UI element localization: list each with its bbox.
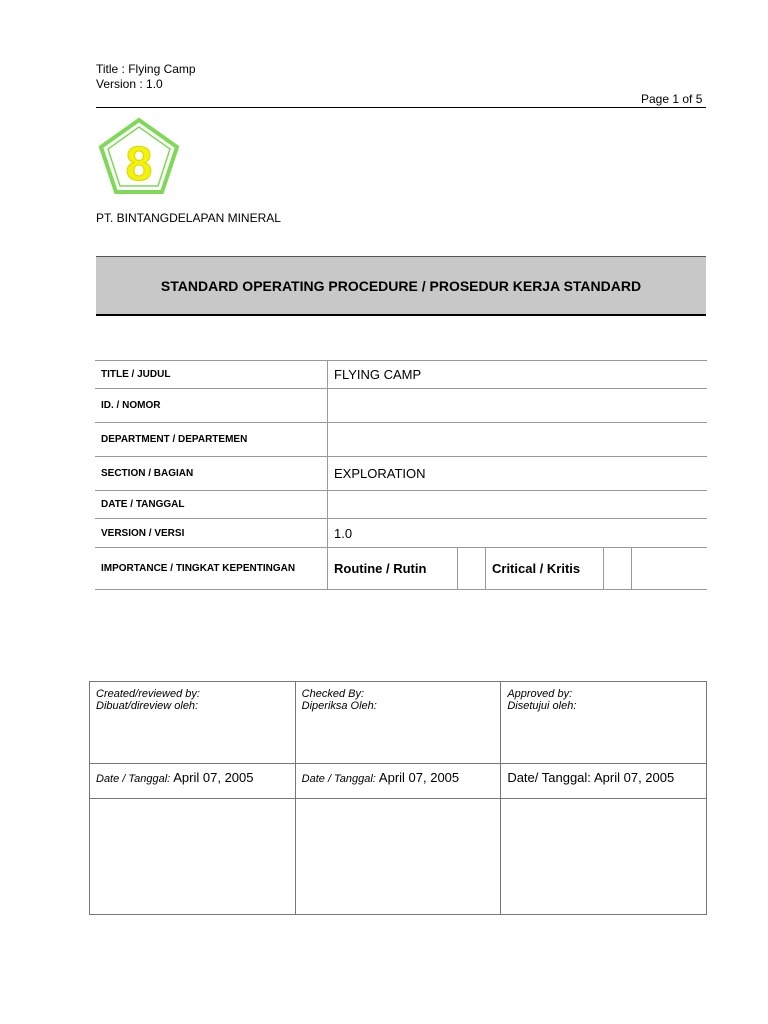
critical-option-label: Critical / Kritis [486, 548, 604, 590]
sop-banner-title: STANDARD OPERATING PROCEDURE / PROSEDUR KERJA STANDARD [160, 277, 642, 294]
checked-by-cell [295, 682, 501, 764]
approved-by-label: Approved by: [507, 688, 573, 700]
version-label: VERSION / VERSI [95, 519, 328, 548]
table-row [95, 389, 707, 423]
created-by-label: Created/reviewed by: [96, 688, 200, 700]
section-label: SECTION / BAGIAN [95, 457, 328, 491]
approved-by-label-id: Disetujui oleh: [507, 700, 577, 712]
created-by-cell [90, 682, 296, 764]
department-value [328, 423, 708, 457]
version-value: 1.0 [328, 519, 708, 548]
created-by-label-id: Dibuat/direview oleh: [96, 700, 199, 712]
checked-date-value: April 07, 2005 [378, 770, 460, 785]
critical-checkbox[interactable] [604, 548, 632, 590]
document-version-line: Version : 1.0 [96, 77, 163, 91]
sop-info-table [95, 360, 707, 590]
title-label: TITLE / JUDUL [95, 361, 328, 389]
signoff-table [89, 681, 707, 915]
checked-signature-cell [295, 799, 501, 915]
id-label: ID. / NOMOR [95, 389, 328, 423]
company-logo [98, 117, 180, 195]
approved-date-value: April 07, 2005 [593, 770, 675, 785]
section-value: EXPLORATION [328, 457, 708, 491]
checked-by-label-id: Diperiksa Oleh: [301, 700, 377, 712]
created-date-cell [90, 764, 296, 799]
company-name: PT. BINTANGDELAPAN MINERAL [96, 211, 281, 225]
table-row [95, 491, 707, 519]
checked-date-label: Date / Tanggal: [301, 773, 376, 785]
table-row [95, 548, 707, 590]
created-signature-cell [90, 799, 296, 915]
table-row [90, 764, 707, 799]
svg-text:8: 8 [125, 138, 153, 191]
routine-option-label: Routine / Rutin [328, 548, 458, 590]
approved-by-cell [501, 682, 707, 764]
department-label: DEPARTMENT / DEPARTEMEN [95, 423, 328, 457]
checked-by-label: Checked By: [301, 688, 365, 700]
created-date-label: Date / Tanggal: [96, 773, 171, 785]
importance-spacer [632, 548, 708, 590]
document-title-line: Title : Flying Camp [96, 62, 196, 76]
date-value [328, 491, 708, 519]
approved-date-label: Date/ Tanggal: [507, 770, 591, 785]
importance-label: IMPORTANCE / TINGKAT KEPENTINGAN [95, 548, 328, 590]
sop-banner [96, 256, 706, 316]
header-rule [96, 107, 706, 108]
date-label: DATE / TANGGAL [95, 491, 328, 519]
id-value [328, 389, 708, 423]
title-value: FLYING CAMP [328, 361, 708, 389]
checked-date-cell [295, 764, 501, 799]
table-row [90, 799, 707, 915]
table-row [95, 361, 707, 389]
approved-signature-cell [501, 799, 707, 915]
table-row [95, 519, 707, 548]
table-row [95, 423, 707, 457]
routine-checkbox[interactable] [458, 548, 486, 590]
approved-date-cell [501, 764, 707, 799]
table-row [95, 457, 707, 491]
table-row [90, 682, 707, 764]
created-date-value: April 07, 2005 [173, 770, 254, 785]
page-number: Page 1 of 5 [641, 92, 703, 106]
